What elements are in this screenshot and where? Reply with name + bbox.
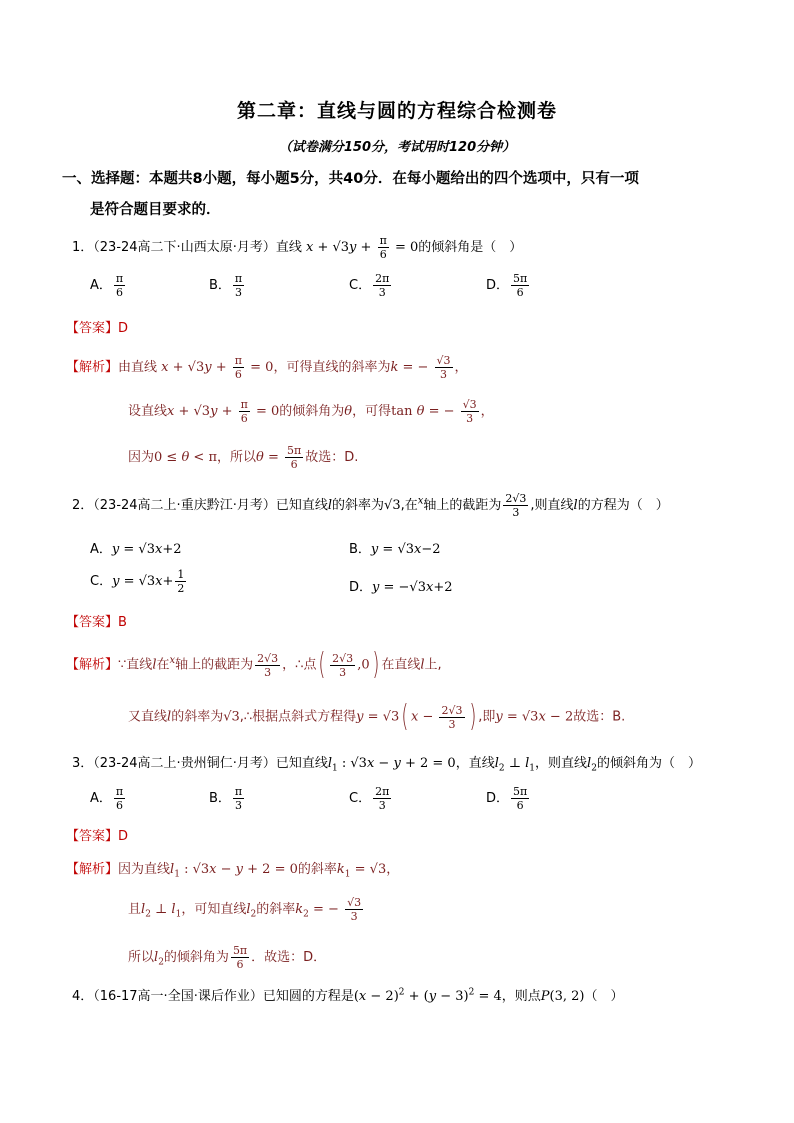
answer-2: 【答案】B (66, 615, 127, 630)
option-b: B． $\frac{\pi}{3}$ (209, 272, 243, 299)
analysis-3-line1: 【解析】因为直线$l_1$ : √3x − y + 2 = 0的斜率$k_1 = √3$， (66, 862, 400, 880)
option-a: A． $\frac{\pi}{6}$ (90, 785, 124, 812)
page-title: 第二章：直线与圆的方程综合检测卷 (236, 100, 557, 122)
question-source: （23-24高二下·山西太原·月考） (93, 240, 276, 255)
analysis-1-line3: 因为0 ≤ θ < π，所以θ = $\frac{5\pi}{6}$ 故选：D. (128, 444, 359, 471)
option-a: A．y = √3x+2 (90, 542, 182, 557)
page-subtitle: （试卷满分150分，考试用时120分钟） (278, 140, 516, 155)
answer-1: 【答案】D (66, 321, 129, 336)
option-b: B． $\frac{\pi}{3}$ (209, 785, 243, 812)
question-4-stem: 4．（16-17高一·全国·课后作业）已知圆的方程是$(x - 2)^2 + (y - 3)^2 = 4$，则点P(3, 2)（ ） (72, 987, 624, 1004)
question-3-stem: 3．（23-24高二上·贵州铜仁·月考）已知直线$l_1$ : √3x − y + 2 = 0，直线$l_2$ ⊥ $l_1$，则直线$l_2$的倾斜角为（ ） (72, 756, 701, 774)
option-c: C．y = √3x+ $\frac{1}{2}$ (90, 568, 185, 595)
answer-3: 【答案】D (66, 829, 129, 844)
option-c: C． $\frac{2\pi}{3}$ (349, 272, 390, 299)
analysis-1-line1: 【解析】由直线 x + √3y + $\frac{\pi}{6}$ = 0，可得直线的斜率为k = − $\frac{√3}{3}$ ， (66, 354, 468, 381)
analysis-1-line2: 设直线x + √3y + $\frac{\pi}{6}$ = 0的倾斜角为θ，可得tan θ = − $\frac{√3}{3}$ ， (128, 398, 494, 425)
section-heading-line1: 一、选择题：本题共8小题，每小题5分，共40分．在每小题给出的四个选项中，只有一项 (62, 171, 639, 187)
option-c: C． $\frac{2\pi}{3}$ (349, 785, 390, 812)
option-a: A． $\frac{\pi}{6}$ (90, 272, 124, 299)
question-2-stem: 2．（23-24高二上·重庆黔江·月考）已知直线l的斜率为√3,在$^x$轴上的截距为 $\frac{2√3}{3}$ ,则直线l的方程为（ ） (72, 492, 669, 519)
analysis-2-line2: 又直线l的斜率为√3,∴根据点斜式方程得y = √3( x − $\frac{2√3}{3}$ ) ,即y = √3x − 2故选：B. (128, 699, 626, 734)
option-d: D．y = −√3x+2 (349, 580, 453, 595)
option-d: D． $\frac{5\pi}{6}$ (486, 272, 528, 299)
analysis-3-line2: 且$l_2$ ⊥ $l_1$，可知直线$l_2$的斜率$k_2$ = − $\frac{√3}{3}$ (128, 896, 362, 923)
option-d: D． $\frac{5\pi}{6}$ (486, 785, 528, 812)
section-heading-line2: 是符合题目要求的． (90, 202, 221, 218)
analysis-2-line1: 【解析】∵直线l在$^x$轴上的截距为 $\frac{2√3}{3}$ ，∴点( $\frac{2√3}{3}$ ,0) 在直线l上, (66, 647, 442, 682)
option-b: B．y = √3x−2 (349, 542, 441, 557)
question-1-stem: 1．（23-24高二下·山西太原·月考）直线 x + √3y + $\frac{\pi}{6}$ = 0的倾斜角是（ ） (72, 234, 523, 261)
question-number: 1． (72, 240, 94, 255)
analysis-3-line3: 所以$l_2$的倾斜角为 $\frac{5\pi}{6}$ ．故选：D． (128, 944, 327, 971)
